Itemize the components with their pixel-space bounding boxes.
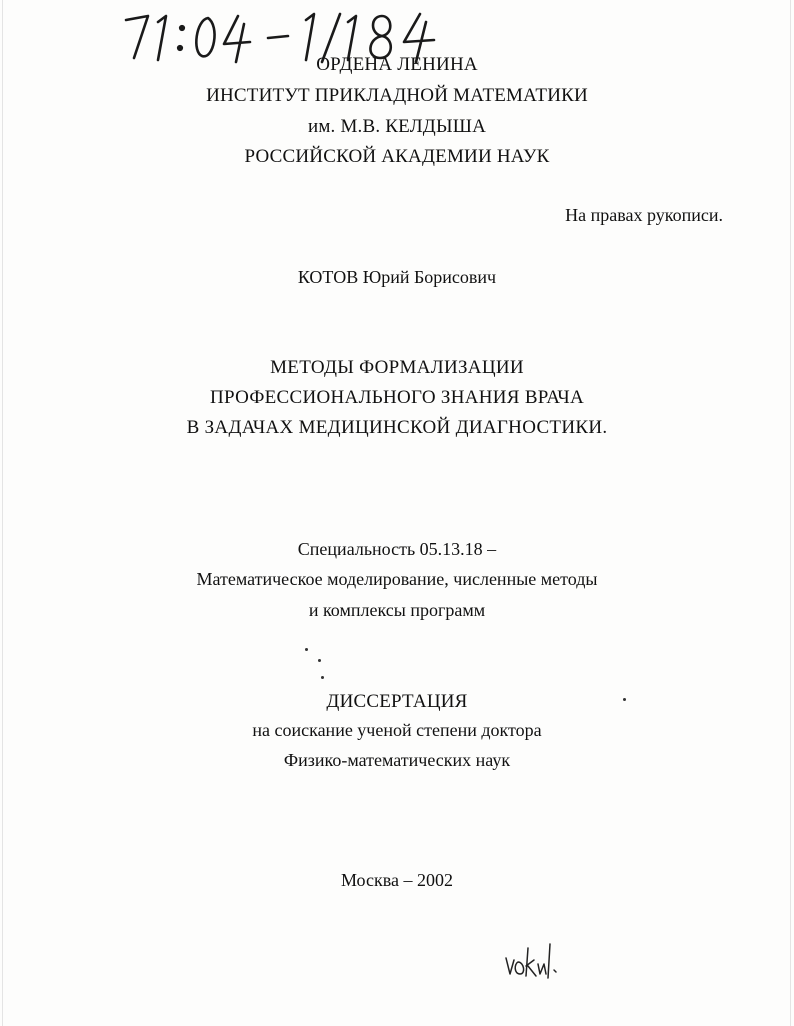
rights-note: На правах рукописи. <box>565 205 723 225</box>
specialty-line-3: и комплексы программ <box>308 600 486 620</box>
place-and-year: Москва – 2002 <box>341 870 453 890</box>
thesis-title-line-2: ПРОФЕССИОНАЛЬНОГО ЗНАНИЯ ВРАЧА <box>209 387 585 408</box>
thesis-title-line-1: МЕТОДЫ ФОРМАЛИЗАЦИИ <box>270 357 524 378</box>
scan-speck <box>305 648 308 651</box>
institution-line-3: им. М.В. КЕЛДЫША <box>307 116 487 137</box>
scan-speck <box>321 676 324 679</box>
dissertation-line-2: на соискание ученой степени доктора <box>252 720 542 740</box>
specialty-line-1: Специальность 05.13.18 – <box>297 539 497 559</box>
dissertation-heading: ДИССЕРТАЦИЯ <box>326 691 468 712</box>
institution-line-2: ИНСТИТУТ ПРИКЛАДНОЙ МАТЕМАТИКИ <box>206 85 588 106</box>
dissertation-line-3: Физико-математических наук <box>283 750 511 770</box>
thesis-title-line-3: В ЗАДАЧАХ МЕДИЦИНСКОЙ ДИАГНОСТИКИ. <box>186 417 608 438</box>
scan-speck <box>318 659 321 662</box>
author-name: КОТОВ Юрий Борисович <box>297 267 497 287</box>
handwritten-signature <box>500 934 570 984</box>
institution-line-4: РОССИЙСКОЙ АКАДЕМИИ НАУК <box>244 146 550 167</box>
specialty-line-2: Математическое моделирование, численные методы <box>196 569 598 589</box>
institution-line-1: ОРДЕНА ЛЕНИНА <box>316 54 478 75</box>
